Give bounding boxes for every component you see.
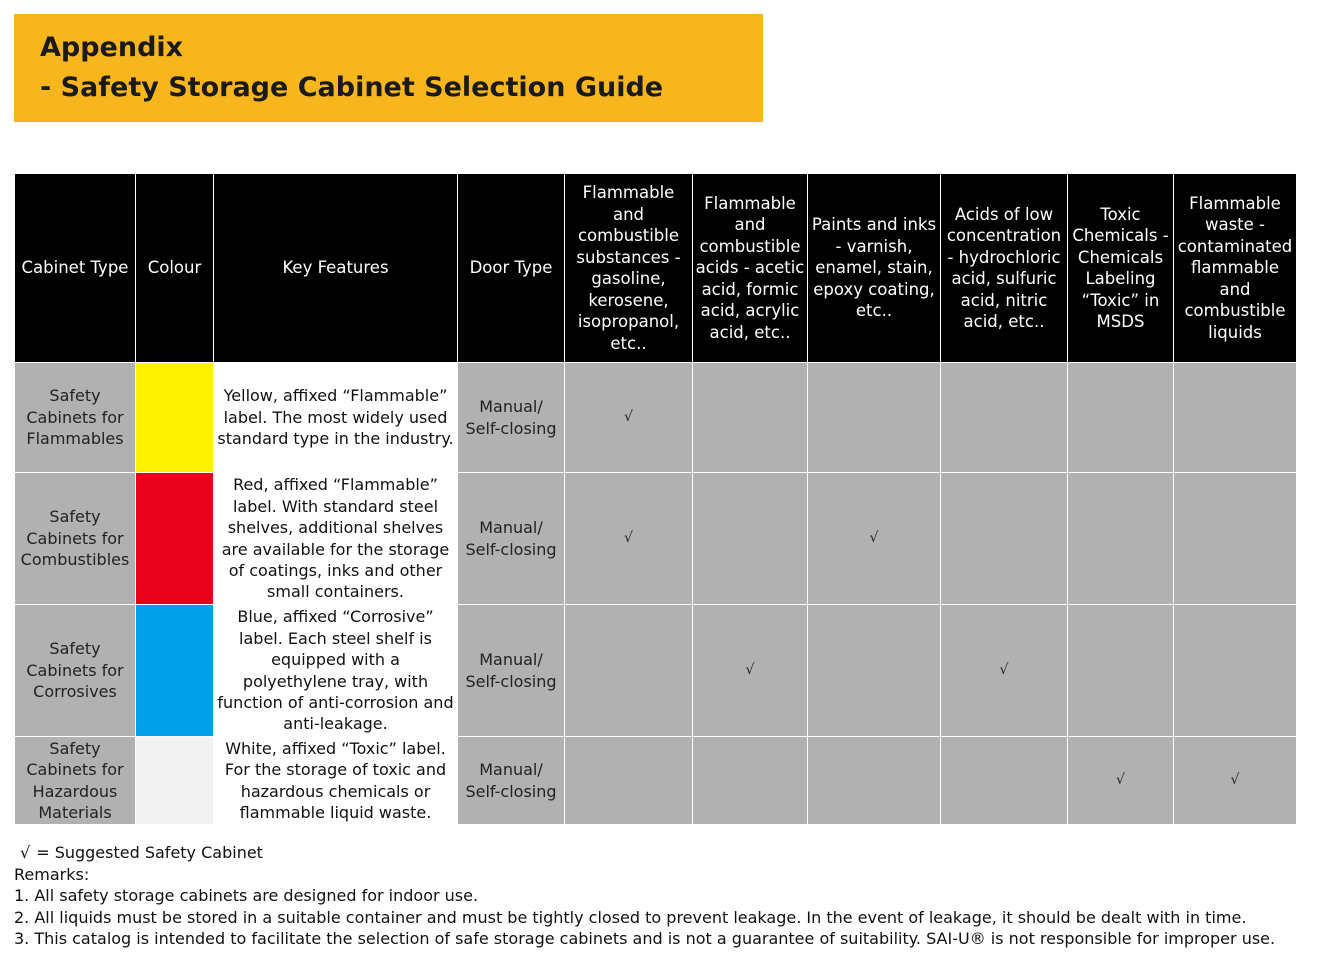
door-type-cell: Manual/ Self-closing <box>458 605 565 737</box>
legend-text: = Suggested Safety Cabinet <box>36 843 263 862</box>
notes-section <box>14 842 1275 950</box>
check-cell <box>1174 363 1297 473</box>
check-cell <box>1068 605 1174 737</box>
check-cell <box>693 473 808 605</box>
check-cell <box>941 473 1068 605</box>
remark-item: 1. All safety storage cabinets are designed for indoor use. <box>14 886 479 905</box>
column-header: Flammable waste - contaminated flammable and combustible liquids <box>1174 174 1297 363</box>
key-features-cell: White, affixed “Toxic” label. For the storage of toxic and hazardous chemicals or flammable liquid waste. <box>214 737 458 825</box>
check-cell: √ <box>565 363 693 473</box>
table-row <box>15 605 1297 737</box>
check-cell: √ <box>941 605 1068 737</box>
check-cell <box>693 363 808 473</box>
column-header: Cabinet Type <box>15 174 136 363</box>
check-cell <box>941 737 1068 825</box>
table-row <box>15 473 1297 605</box>
door-type-cell: Manual/ Self-closing <box>458 737 565 825</box>
check-cell: √ <box>565 473 693 605</box>
selection-guide-table <box>14 174 1297 825</box>
colour-swatch <box>136 363 214 473</box>
column-header: Acids of low concentration - hydrochloric acid, sulfuric acid, nitric acid, etc.. <box>941 174 1068 363</box>
check-cell: √ <box>1174 737 1297 825</box>
remarks-title: Remarks: <box>14 864 90 884</box>
check-cell <box>808 605 941 737</box>
column-header: Flammable and combustible substances - gasoline, kerosene, isopropanol, etc.. <box>565 174 693 363</box>
check-cell <box>565 737 693 825</box>
check-mark-icon: √ <box>20 843 31 862</box>
remark-item: 3. This catalog is intended to facilitate the selection of safe storage cabinets and is not a guarantee of suitability. SAI-U® is not responsible for improper use. <box>14 929 1276 948</box>
column-header: Key Features <box>214 174 458 363</box>
check-cell <box>565 605 693 737</box>
table-row <box>15 737 1297 825</box>
column-header: Door Type <box>458 174 565 363</box>
door-type-cell: Manual/ Self-closing <box>458 473 565 605</box>
check-cell <box>1068 363 1174 473</box>
check-cell <box>808 737 941 825</box>
title-line-1: Appendix <box>40 32 184 63</box>
header-row <box>15 174 1297 363</box>
colour-swatch <box>136 605 214 737</box>
key-features-cell: Blue, affixed “Corrosive” label. Each steel shelf is equipped with a polyethylene tray, with function of anti-corrosion and anti-leakage. <box>214 605 458 737</box>
title-banner <box>14 14 763 122</box>
colour-swatch <box>136 737 214 825</box>
title-line-2: - Safety Storage Cabinet Selection Guide <box>40 72 664 103</box>
column-header: Toxic Chemicals - Chemicals Labeling “Toxic” in MSDS <box>1068 174 1174 363</box>
check-cell <box>941 363 1068 473</box>
check-cell <box>1174 605 1297 737</box>
cabinet-type-cell: Safety Cabinets for Flammables <box>15 363 136 473</box>
check-cell <box>1174 473 1297 605</box>
check-cell <box>808 363 941 473</box>
table-row <box>15 363 1297 473</box>
door-type-cell: Manual/ Self-closing <box>458 363 565 473</box>
cabinet-type-cell: Safety Cabinets for Corrosives <box>15 605 136 737</box>
cabinet-type-cell: Safety Cabinets for Hazardous Materials <box>15 737 136 825</box>
column-header: Flammable and combustible acids - acetic acid, formic acid, acrylic acid, etc.. <box>693 174 808 363</box>
check-cell <box>1068 473 1174 605</box>
check-cell: √ <box>1068 737 1174 825</box>
check-cell: √ <box>693 605 808 737</box>
legend-line <box>14 842 1275 864</box>
key-features-cell: Yellow, affixed “Flammable” label. The most widely used standard type in the industry. <box>214 363 458 473</box>
check-cell: √ <box>808 473 941 605</box>
colour-swatch <box>136 473 214 605</box>
remark-item: 2. All liquids must be stored in a suitable container and must be tightly closed to prevent leakage. In the event of leakage, it should be dealt with in time. <box>14 907 1247 927</box>
column-header: Paints and inks - varnish, enamel, stain, epoxy coating, etc.. <box>808 174 941 363</box>
key-features-cell: Red, affixed “Flammable” label. With standard steel shelves, additional shelves are available for the storage of coatings, inks and other small containers. <box>214 473 458 605</box>
check-cell <box>693 737 808 825</box>
cabinet-type-cell: Safety Cabinets for Combustibles <box>15 473 136 605</box>
column-header: Colour <box>136 174 214 363</box>
